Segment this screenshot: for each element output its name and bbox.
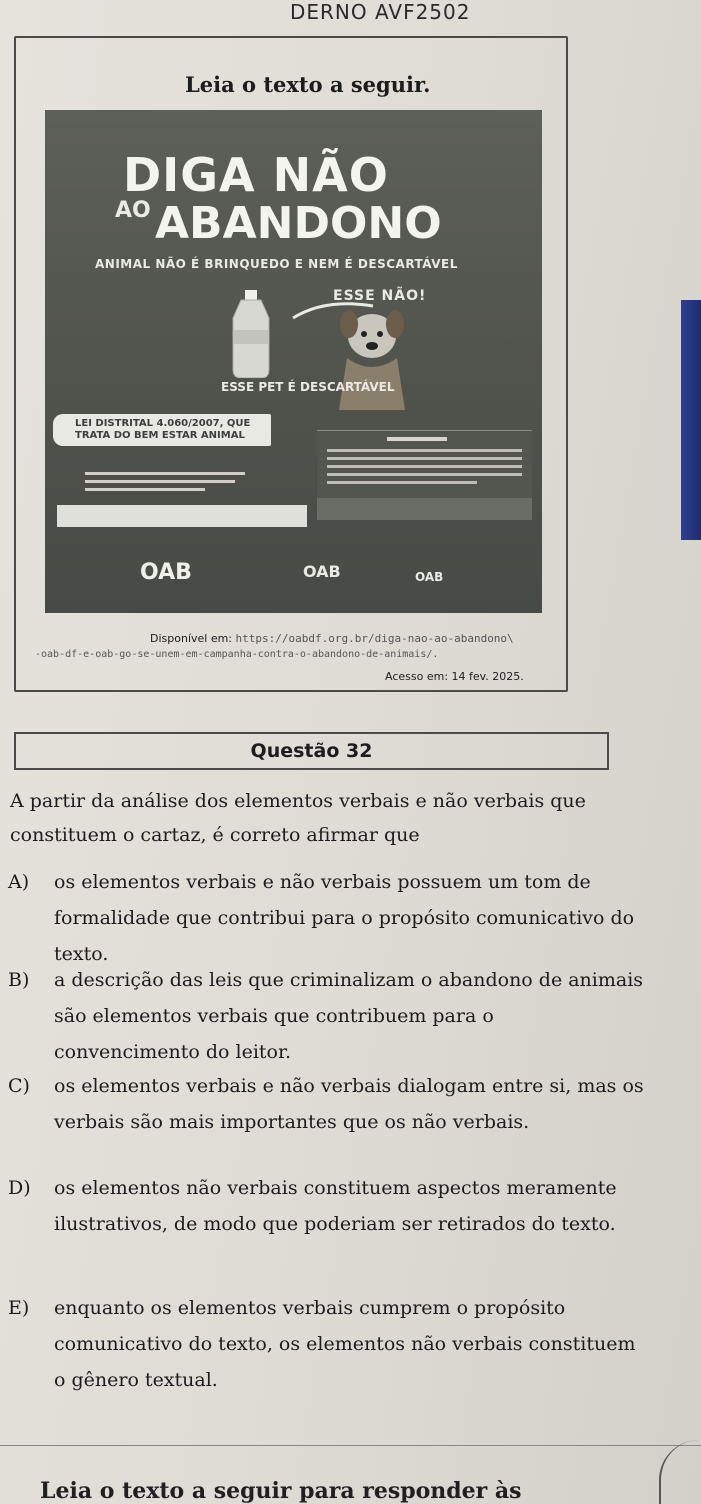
option-text: os elementos verbais e não verbais dialogam entre si, mas os verbais são mais importantes que os não verbais. (54, 1075, 644, 1133)
option-letter: E) (8, 1297, 30, 1319)
section-divider (0, 1445, 701, 1446)
dog-icon (327, 306, 417, 410)
question-title: Questão 32 (14, 732, 609, 770)
option-text: os elementos não verbais constituem aspectos meramente ilustrativos, de modo que poderiam ser retirados do texto. (54, 1177, 617, 1235)
oab-logo-2: OAB (303, 562, 341, 581)
option-letter: A) (8, 871, 30, 893)
question-stem: A partir da análise dos elementos verbais e não verbais que constituem o cartaz, é correto afirmar que (10, 790, 586, 846)
poster-esse-pet: ESSE PET É DESCARTÁVEL (221, 380, 395, 394)
option-letter: D) (8, 1177, 31, 1199)
next-text-instruction: Leia o texto a seguir para responder às (40, 1478, 522, 1504)
poster-small-text (85, 470, 255, 497)
source-line (150, 632, 514, 645)
access-date: Acesso em: 14 fev. 2025. (385, 670, 524, 683)
option-letter: C) (8, 1075, 30, 1097)
page-curl (659, 1440, 701, 1504)
exam-code: DERNO AVF2502 (290, 0, 471, 24)
poster-info-panel (317, 430, 532, 501)
poster-subtitle: ANIMAL NÃO É BRINQUEDO E NEM É DESCARTÁVEL (95, 257, 458, 271)
option-text: a descrição das leis que criminalizam o abandono de animais são elementos verbais que contribuem para o convencimento do leitor. (54, 969, 644, 1063)
poster-esse-nao: ESSE NÃO! (333, 288, 427, 304)
poster-title-line2: ABANDONO (155, 198, 442, 249)
small-text-lines (85, 470, 255, 494)
poster-info-band (317, 498, 532, 520)
option-letter: B) (8, 969, 30, 991)
bottle-icon (225, 290, 277, 378)
info-panel-lines (317, 431, 532, 501)
option-text: os elementos verbais e não verbais possuem um tom de formalidade que contribui para o propósito comunicativo do texto. (54, 871, 635, 965)
source-url-part2: -oab-df-e-oab-go-se-unem-em-campanha-contra-o-abandono-de-animais/. (35, 649, 439, 660)
intro-instruction: Leia o texto a seguir. (185, 72, 431, 97)
blue-edge (681, 300, 701, 540)
oab-logo-3: OAB (415, 570, 444, 584)
source-label: Disponível em: (150, 632, 233, 645)
poster-law-label: LEI DISTRITAL 4.060/2007, QUE TRATA DO BEM ESTAR ANIMAL (53, 414, 271, 446)
oab-logo: OAB (140, 560, 192, 585)
poster-title-ao: AO (115, 198, 151, 223)
source-url-part1: https://oabdf.org.br/diga-nao-ao-abandono\ (235, 632, 514, 645)
poster-title-line1: DIGA NÃO (123, 148, 389, 202)
option-text: enquanto os elementos verbais cumprem o propósito comunicativo do texto, os elementos não verbais constituem o gênero textual. (54, 1297, 636, 1391)
poster-white-band (57, 505, 307, 527)
campaign-poster (45, 110, 542, 613)
